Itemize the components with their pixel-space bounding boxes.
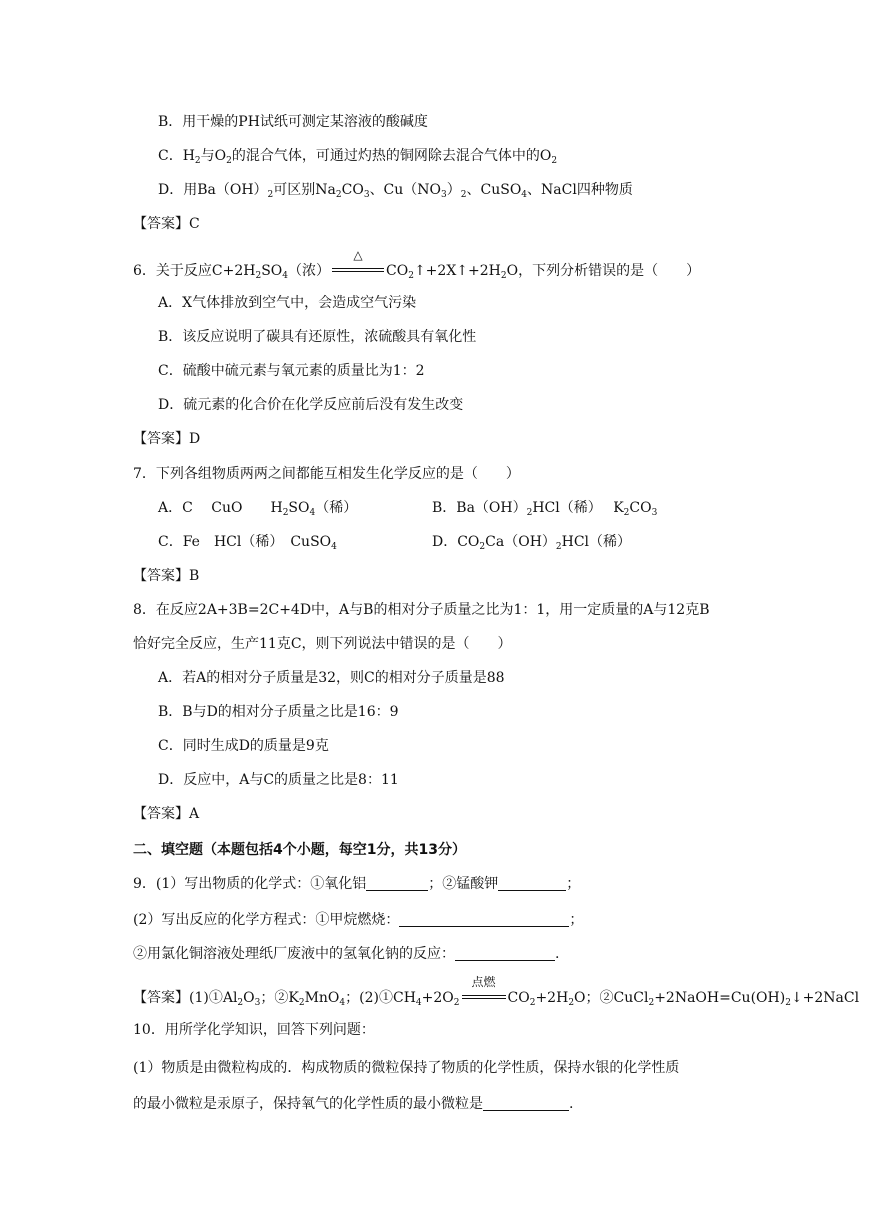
q8-stem-line2: 恰好完全反应，生产11克C，则下列说法中错误的是（ ） [133, 636, 512, 652]
q7-option-a: A．C CuO $H_2SO_4$（稀） [158, 500, 358, 518]
q6-option-d: D．硫元素的化合价在化学反应前后没有发生改变 [158, 397, 464, 413]
q5-option-c: C．$H_2$与$O_2$的混合气体，可通过灼热的铜网除去混合气体中的$O_2$ [158, 148, 558, 166]
q10-stem: 10．用所学化学知识，回答下列问题： [133, 1022, 375, 1038]
q5-option-d: D．用$Ba(OH)_2$可区别$Na_2CO_3$、$Cu(NO_3)_2$、CuSO$_4$、NaCl四种物质 [158, 182, 633, 200]
q10-line2: 的最小微粒是汞原子，保持氧气的化学性质的最小微粒是 . [133, 1096, 574, 1112]
blank-aluminum-oxide[interactable] [366, 876, 428, 891]
heat-condition-mark: △ [330, 259, 386, 277]
q9-line2: (2）写出反应的化学方程式：①甲烷燃烧： ； [133, 912, 584, 928]
q7-option-b: B．$Ba(OH)_2HCl$（稀） $K_2CO_3$ [432, 500, 658, 518]
q9-line3: ②用氯化铜溶液处理纸厂废液中的氢氧化钠的反应： . [133, 946, 560, 962]
q8-option-c: C．同时生成D的质量是9克 [158, 738, 329, 754]
q6-stem: 6．关于反应$C+2H_2SO_4$（浓） △ $CO_2↑+2X↑+2H_2O$，下列分析错误的是（ ） [133, 248, 701, 281]
ignition-condition-mark: 点燃 [460, 986, 508, 1004]
q6-option-b: B．该反应说明了碳具有还原性，浓硫酸具有氧化性 [158, 329, 477, 345]
section-heading: 二、填空题（本题包括4个小题，每空1分，共13分） [133, 842, 466, 858]
q6-option-c: C．硫酸中硫元素与氧元素的质量比为1：2 [158, 363, 425, 379]
q6-option-a: A．X气体排放到空气中，会造成空气污染 [158, 295, 417, 311]
q8-option-d: D．反应中，A与C的质量之比是8：11 [158, 772, 399, 788]
q7-option-d: D．$CO_2Ca(OH)_2HCl$（稀） [432, 534, 632, 552]
q8-stem-line1: 8．在反应2A+3B=2C+4D中，A与B的相对分子质量之比为1：1，用一定质量的A与12克B [133, 602, 710, 618]
blank-methane-equation[interactable] [399, 912, 569, 927]
q9-line1: 9．(1）写出物质的化学式：①氧化铝 ；②锰酸钾 ； [133, 876, 581, 892]
q7-answer: 【答案】B [133, 568, 200, 584]
q8-answer: 【答案】A [133, 806, 200, 822]
q6-answer: 【答案】D [133, 431, 201, 447]
q10-line1: (1）物质是由微粒构成的．构成物质的微粒保持了物质的化学性质，保持水银的化学性质 [133, 1060, 680, 1076]
q7-option-c: C．Fe HCl（稀） CuSO$_4$ [158, 534, 337, 552]
q5-option-b: B．用干燥的PH试纸可测定某溶液的酸碱度 [158, 114, 428, 130]
blank-oxygen-particle[interactable] [483, 1096, 569, 1111]
q7-stem: 7．下列各组物质两两之间都能互相发生化学反应的是（ ） [133, 466, 520, 482]
blank-copper-chloride-equation[interactable] [455, 946, 555, 961]
q8-option-a: A．若A的相对分子质量是32，则C的相对分子质量是88 [158, 670, 505, 686]
q9-answer: 【答案】$(1)①Al_2O_3$；$②K_2MnO_4$；$(2)①CH_4+2O_2$ 点燃 $CO_2+2H_2O$；$②CuCl_2+2NaOH=Cu(OH)_2↓+2NaCl$ [133, 975, 860, 1008]
q8-option-b: B．B与D的相对分子质量之比是16：9 [158, 704, 399, 720]
blank-potassium-manganate[interactable] [498, 876, 566, 891]
q5-answer: 【答案】C [133, 216, 200, 232]
